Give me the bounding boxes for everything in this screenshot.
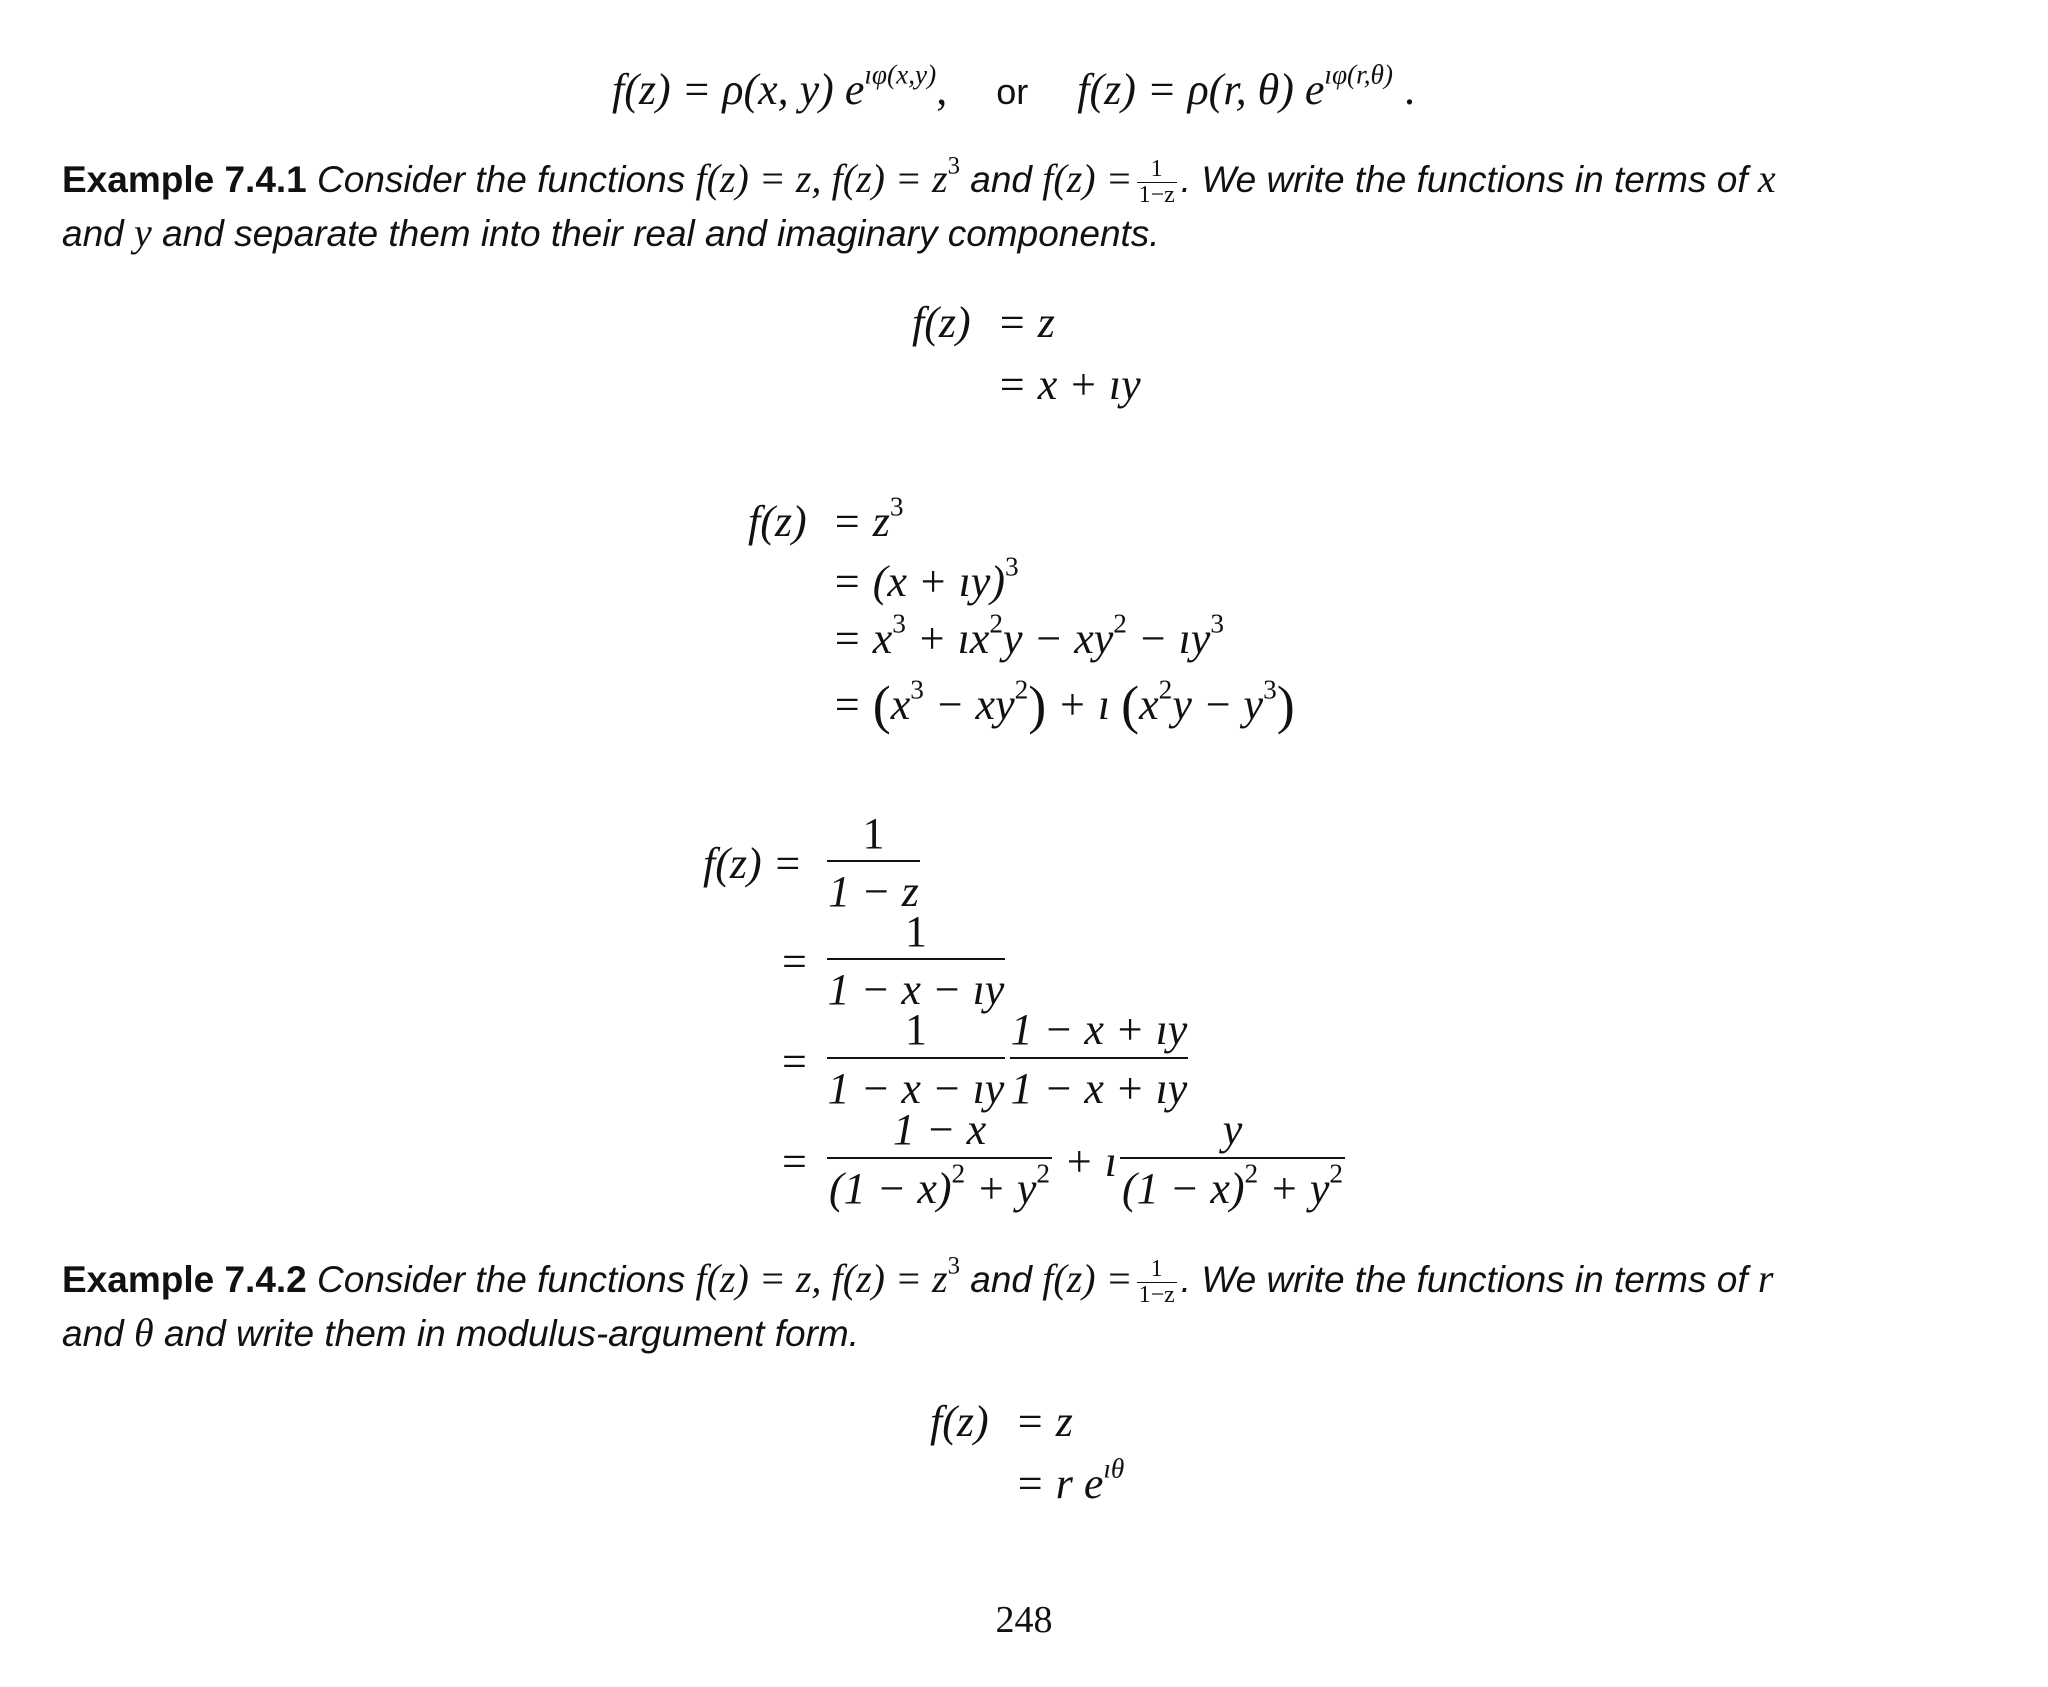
eq4-line-2: = r $e^{ı\theta}$ xyxy=(1015,1453,1125,1508)
eq3-lhs: f(z) = xyxy=(703,839,803,888)
eq1-line-2: = x + ıy xyxy=(997,360,1141,409)
top-equation-right: f(z) = ρ(r, θ) e xyxy=(1077,65,1325,114)
eq3-line4-fraction-bar-b xyxy=(1120,1157,1345,1159)
example-7-4-1-function-1: f(z) = z, xyxy=(695,156,822,201)
eq3-line3-equals: = xyxy=(782,1037,807,1086)
eq3-line1-fraction-bar xyxy=(827,860,920,862)
eq4-lhs: f(z) xyxy=(930,1397,989,1446)
top-equation: f(z) = ρ(x, y) $e^{ı\varphi(x,y)}$, or f(z) = ρ(r, θ) $e^{ı\varphi(r,\theta)}$ . xyxy=(612,59,1415,114)
eq3-line1-denominator: 1 − z xyxy=(828,867,919,916)
top-equation-left-exponent: ıφ(x,y) xyxy=(864,59,937,90)
top-equation-or: or xyxy=(996,71,1029,112)
eq3-line4-numerator-a: 1 − x xyxy=(892,1105,987,1154)
eq3-line1-numerator: 1 xyxy=(862,809,885,858)
eq3-line3-numerator-b: 1 − x + ıy xyxy=(1010,1005,1188,1054)
example-7-4-1-title: Example 7.4.1 xyxy=(62,159,307,200)
eq3-line2-denominator: 1 − x − ıy xyxy=(827,965,1005,1014)
example-7-4-1-function-2: $f(z) = z^3$ xyxy=(831,152,960,201)
eq2-line-1: = $z^3$ xyxy=(832,491,904,546)
example-7-4-1-function-3: f(z) = xyxy=(1042,156,1133,201)
eq2-line-3: = $x^3$ + $ıx^2y - xy^2$ − $ıy^3$ xyxy=(832,608,1224,663)
eq3-line3-fraction-bar-a xyxy=(827,1057,1005,1059)
eq3-line4-equals: = xyxy=(782,1137,807,1186)
eq3-line4-numerator-b: y xyxy=(1222,1105,1243,1154)
eq3-line2-equals: = xyxy=(782,937,807,986)
eq3-line2-numerator: 1 xyxy=(905,907,927,956)
example-7-4-2-function-2: $f(z) = z^3$ xyxy=(831,1252,960,1301)
eq2-line-4: = $(x^3 - xy^2)$ + ı $(x^2y - y^3)$ xyxy=(832,674,1295,735)
eq3-line3-denominator-a: 1 − x − ıy xyxy=(827,1064,1005,1113)
example-7-4-2-function-1: f(z) = z, xyxy=(695,1256,822,1301)
eq3-line4-plus-i: + ı xyxy=(1064,1137,1117,1186)
example-7-4-2-title: Example 7.4.2 xyxy=(62,1259,307,1300)
eq1-lhs: f(z) xyxy=(912,298,971,347)
top-equation-left: f(z) = ρ(x, y) e xyxy=(612,65,865,114)
eq2-lhs: f(z) xyxy=(748,497,807,546)
example-7-4-2-function-3: f(z) = xyxy=(1042,1256,1133,1301)
example-7-4-2-text: Consider the functions xyxy=(317,1259,686,1300)
eq2-line-2: = (x + ıy)$^3$ xyxy=(832,551,1019,606)
example-7-4-2-fraction: $\frac{1}{1-z}$ xyxy=(1138,1255,1175,1308)
example-7-4-2-paragraph: Example 7.4.2 Consider the functions f(z) = z, $f(z) = z^3$ and f(z) = $\frac{1}{1-z}$ . We write the functions in terms of r and θ and write them in modulus-argument form. xyxy=(62,1252,1774,1355)
eq1-line-1: = z xyxy=(997,298,1055,347)
eq3-line3-denominator-b: 1 − x + ıy xyxy=(1010,1064,1188,1113)
example-7-4-1-text: Consider the functions xyxy=(317,159,686,200)
eq4-line-1: = z xyxy=(1015,1397,1073,1446)
eq3-line3-numerator-a: 1 xyxy=(905,1005,927,1054)
eq3-line3-fraction-bar-b xyxy=(1010,1057,1188,1059)
top-equation-right-exponent: ıφ(r,θ) xyxy=(1324,59,1393,90)
eq3-line4-denominator-a: $(1 - x)^2 + y^2$ xyxy=(828,1158,1051,1213)
eq3-line4-fraction-bar-a xyxy=(827,1157,1052,1159)
page-number: 248 xyxy=(995,1599,1053,1641)
eq3-line2-fraction-bar xyxy=(827,958,1005,960)
example-7-4-1-fraction: $\frac{1}{1-z}$ xyxy=(1138,155,1175,208)
eq3-line4-denominator-b: $(1 - x)^2 + y^2$ xyxy=(1121,1158,1344,1213)
example-7-4-1-paragraph: Example 7.4.1 Consider the functions f(z) = z, $f(z) = z^3$ and f(z) = $\frac{1}{1-z}$ . We write the functions in terms of x and y and separate them into their real and imaginary components. xyxy=(62,152,1776,255)
